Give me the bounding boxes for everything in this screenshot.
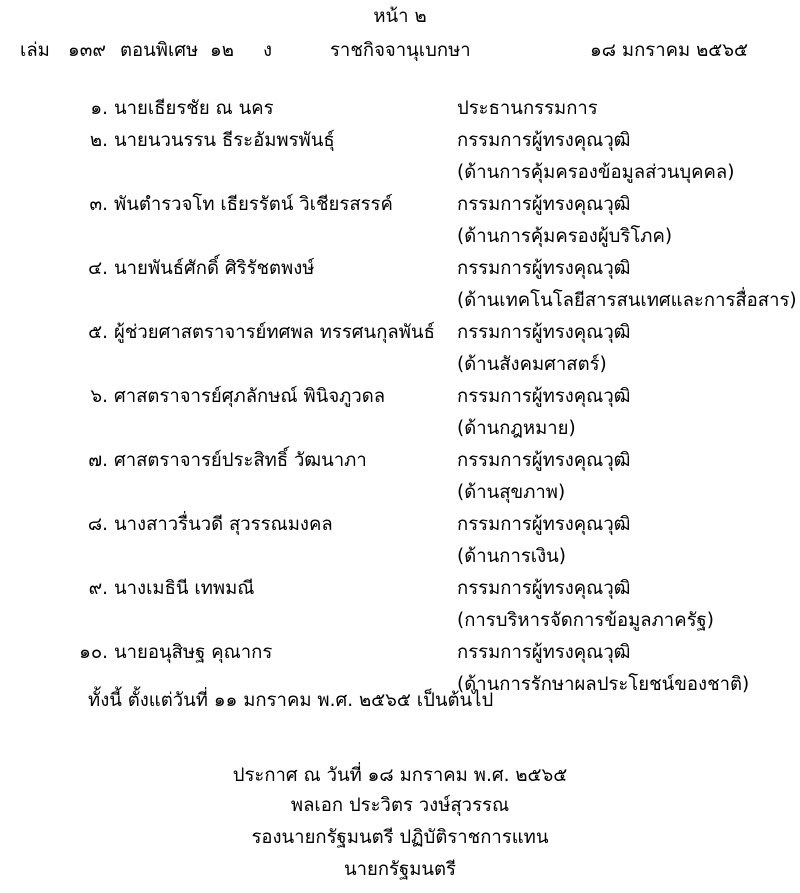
member-number: ๔. bbox=[88, 258, 108, 279]
member-name: นางสาวรื่นวดี สุวรรณมงคล bbox=[114, 514, 333, 535]
member-number: ๘. bbox=[87, 514, 108, 535]
member-name: นายอนุสิษฐ คุณากร bbox=[114, 642, 273, 663]
member-role: กรรมการผู้ทรงคุณวุฒิ bbox=[457, 130, 631, 151]
member-field: (ด้านการรักษาผลประโยชน์ของชาติ) bbox=[457, 674, 750, 695]
section-label: ตอนพิเศษ bbox=[120, 40, 199, 61]
member-role: กรรมการผู้ทรงคุณวุฒิ bbox=[457, 642, 631, 663]
header-date: ๑๘ มกราคม ๒๕๖๕ bbox=[590, 40, 749, 61]
member-field: (ด้านสังคมศาสตร์) bbox=[457, 354, 607, 375]
section-letter: ง bbox=[263, 40, 273, 61]
member-name: ศาสตราจารย์ศุภลักษณ์ พินิจภูวดล bbox=[114, 386, 386, 407]
gazette-title: ราชกิจจานุเบกษา bbox=[330, 40, 471, 61]
member-field: (ด้านการคุ้มครองข้อมูลส่วนบุคคล) bbox=[457, 162, 735, 183]
member-field: (การบริหารจัดการข้อมูลภาครัฐ) bbox=[457, 610, 714, 631]
member-role: กรรมการผู้ทรงคุณวุฒิ bbox=[457, 514, 631, 535]
member-field: (ด้านการเงิน) bbox=[457, 546, 567, 567]
member-role: กรรมการผู้ทรงคุณวุฒิ bbox=[457, 258, 631, 279]
volume-number: ๑๓๙ bbox=[68, 40, 106, 61]
member-role: ประธานกรรมการ bbox=[457, 98, 598, 119]
member-name: นางเมธินี เทพมณี bbox=[114, 578, 255, 599]
signatory-title: รองนายกรัฐมนตรี ปฏิบัติราชการแทน bbox=[251, 827, 549, 848]
member-field: (ด้านกฎหมาย) bbox=[457, 418, 576, 439]
member-name: นายนวนรรน ธีระอัมพรพันธุ์ bbox=[114, 130, 335, 151]
member-number: ๑๐. bbox=[79, 642, 108, 663]
member-field: (ด้านสุขภาพ) bbox=[457, 482, 566, 503]
member-field: (ด้านการคุ้มครองผู้บริโภค) bbox=[457, 226, 673, 247]
member-role: กรรมการผู้ทรงคุณวุฒิ bbox=[457, 450, 631, 471]
member-number: ๕. bbox=[88, 322, 108, 343]
member-name: ศาสตราจารย์ประสิทธิ์ วัฒนาภา bbox=[114, 450, 367, 471]
member-name: ผู้ช่วยศาสตราจารย์ทศพล ทรรศนกุลพันธ์ bbox=[114, 322, 435, 343]
signatory-office: นายกรัฐมนตรี bbox=[343, 859, 456, 880]
member-number: ๗. bbox=[88, 450, 108, 471]
member-role: กรรมการผู้ทรงคุณวุฒิ bbox=[457, 322, 631, 343]
signatory-name: พลเอก ประวิตร วงษ์สุวรรณ bbox=[290, 795, 510, 816]
member-number: ๑. bbox=[90, 98, 108, 119]
member-number: ๒. bbox=[89, 130, 108, 151]
member-name: นายพันธ์ศักดิ์ ศิริรัชตพงษ์ bbox=[114, 258, 315, 279]
member-number: ๙. bbox=[88, 578, 108, 599]
member-name: นายเธียรชัย ณ นคร bbox=[114, 98, 274, 119]
announcement-date: ประกาศ ณ วันที่ ๑๘ มกราคม พ.ศ. ๒๕๖๕ bbox=[232, 765, 568, 786]
volume-label: เล่ม bbox=[20, 40, 50, 61]
member-role: กรรมการผู้ทรงคุณวุฒิ bbox=[457, 386, 631, 407]
section-number: ๑๒ bbox=[210, 40, 234, 61]
member-number: ๖. bbox=[90, 386, 108, 407]
member-name: พันตำรวจโท เธียรรัตน์ วิเชียรสรรค์ bbox=[114, 194, 393, 215]
member-role: กรรมการผู้ทรงคุณวุฒิ bbox=[457, 194, 631, 215]
page-number: หน้า ๒ bbox=[373, 6, 427, 27]
member-number: ๓. bbox=[89, 194, 108, 215]
member-role: กรรมการผู้ทรงคุณวุฒิ bbox=[457, 578, 631, 599]
member-field: (ด้านเทคโนโลยีสารสนเทศและการสื่อสาร) bbox=[457, 290, 797, 311]
effective-date-text: ทั้งนี้ ตั้งแต่วันที่ ๑๑ มกราคม พ.ศ. ๒๕๖๕ เป็นต้นไป bbox=[88, 690, 494, 711]
